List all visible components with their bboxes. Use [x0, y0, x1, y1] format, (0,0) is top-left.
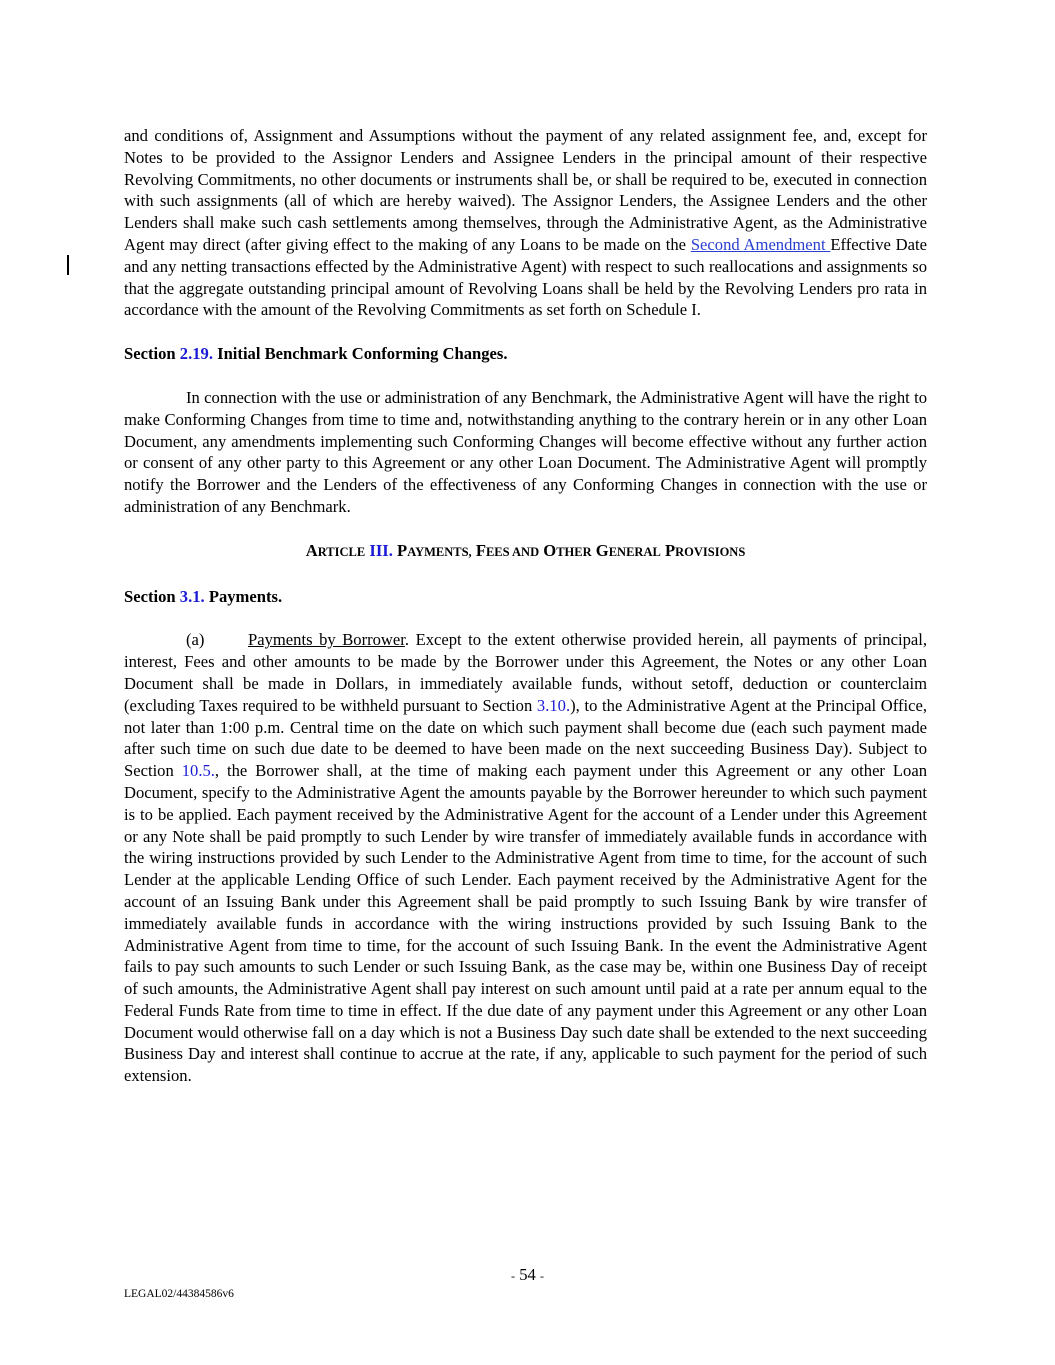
section-2-19-number-link[interactable]: 2.19. — [179, 344, 213, 364]
section-3-1-heading: Section 3.1. Payments. — [124, 586, 283, 606]
section-10-5-link[interactable]: 10.5. — [181, 761, 215, 781]
page-number: - 54 - — [511, 1265, 544, 1284]
section-3-1-number-link[interactable]: 3.1. — [179, 586, 205, 606]
section-3-1-a-body: (a) Payments by Borrower. Except to the extent otherwise provided herein, all payments of principal, interest, Fees and other amounts to be made by the Borrower under this Agreement, the Notes or any other Loan Document shall be made in Dollars, in immediately available funds, without setoff, deduction or counterclaim (excluding Taxes required to be withheld pursuant to Section 3.10.), to the Administrative Agent at the Principal Office, not later than 1:00 p.m. Central time on the date on which such payment shall become due (each such payment made after such time on such due date to be deemed to have been made on the next succeeding Business Day). Subject to Section 10.5., the Borrower shall, at the time of making each payment under this Agreement or any other Loan Document, specify to the Administrative Agent the amounts payable by the Borrower hereunder to which such payment is to be applied. Each payment received by the Administrative Agent for the account of a Lender under this Agreement or any Note shall be paid promptly to such Lender by wire transfer of immediately available funds in accordance with the wiring instructions provided by such Lender to the Administrative Agent from time to time, for the account of such Lender at the applicable Lending Office of such Lender. Each payment received by the Administrative Agent for the account of an Issuing Bank under this Agreement shall be paid promptly to such Issuing Bank by wire transfer of immediately available funds in accordance with the wiring instructions provided by such Issuing Bank to the Administrative Agent from time to time, for the account of such Issuing Bank. In the event the Administrative Agent fails to pay such amounts to such Lender or such Issuing Bank, as the case may be, within one Business Day of receipt of such amounts, the Administrative Agent shall pay interest on such amount until paid at a rate per annum equal to the Federal Funds Rate from time to time in effect. If the due date of any payment under this Agreement or any other Loan Document would otherwise fall on a day which is not a Business Day such date shall be extended to the next succeeding Business Day and interest shall continue to accrue at the rate, if any, applicable to such payment for the period of such extension. — [124, 630, 928, 1086]
item-label: (a) — [186, 630, 205, 650]
revision-change-bar — [67, 255, 69, 275]
second-amendment-link[interactable]: Second Amendment — [690, 234, 831, 254]
section-2-19-heading: Section 2.19. Initial Benchmark Conforming Changes. — [124, 344, 508, 364]
payments-by-borrower-heading: Payments by Borrower — [248, 630, 405, 650]
document-page — [124, 125, 927, 1087]
article-iii-heading: ARTICLE III. PAYMENTS, FEES AND OTHER GENERAL PROVISIONS — [305, 540, 746, 560]
article-iii-number-link[interactable]: III. — [369, 540, 393, 560]
document-id: LEGAL02/44384586v6 — [124, 1288, 234, 1300]
paragraph-assignments: and conditions of, Assignment and Assumptions without the payment of any related assignment fee, and, except for Notes to be provided to the Assignor Lenders and Assignee Lenders in the principal amount of their respective Revolving Commitments, no other documents or instruments shall be, or shall be required to be, executed in connection with such assignments (all of which are hereby waived). The Assignor Lenders, the Assignee Lenders and the other Lenders shall make such cash settlements among themselves, through the Administrative Agent, as the Administrative Agent may direct (after giving effect to the making of any Loans to be made on the Second Amendment Effective Date and any netting transactions effected by the Administrative Agent) with respect to such reallocations and assignments so that the aggregate outstanding principal amount of Revolving Loans shall be held by the Revolving Lenders pro rata in accordance with the amount of the Revolving Commitments as set forth on Schedule I. — [124, 126, 928, 320]
section-3-10-link[interactable]: 3.10. — [536, 695, 571, 715]
section-2-19-body: In connection with the use or administration of any Benchmark, the Administrative Agent will have the right to make Conforming Changes from time to time and, notwithstanding anything to the contrary herein or in any other Loan Document, any amendments implementing such Conforming Changes will become effective without any further action or consent of any other party to this Agreement or any other Loan Document. The Administrative Agent will promptly notify the Borrower and the Lenders of the effectiveness of any Conforming Changes in connection with the use or administration of any Benchmark. — [124, 387, 927, 516]
